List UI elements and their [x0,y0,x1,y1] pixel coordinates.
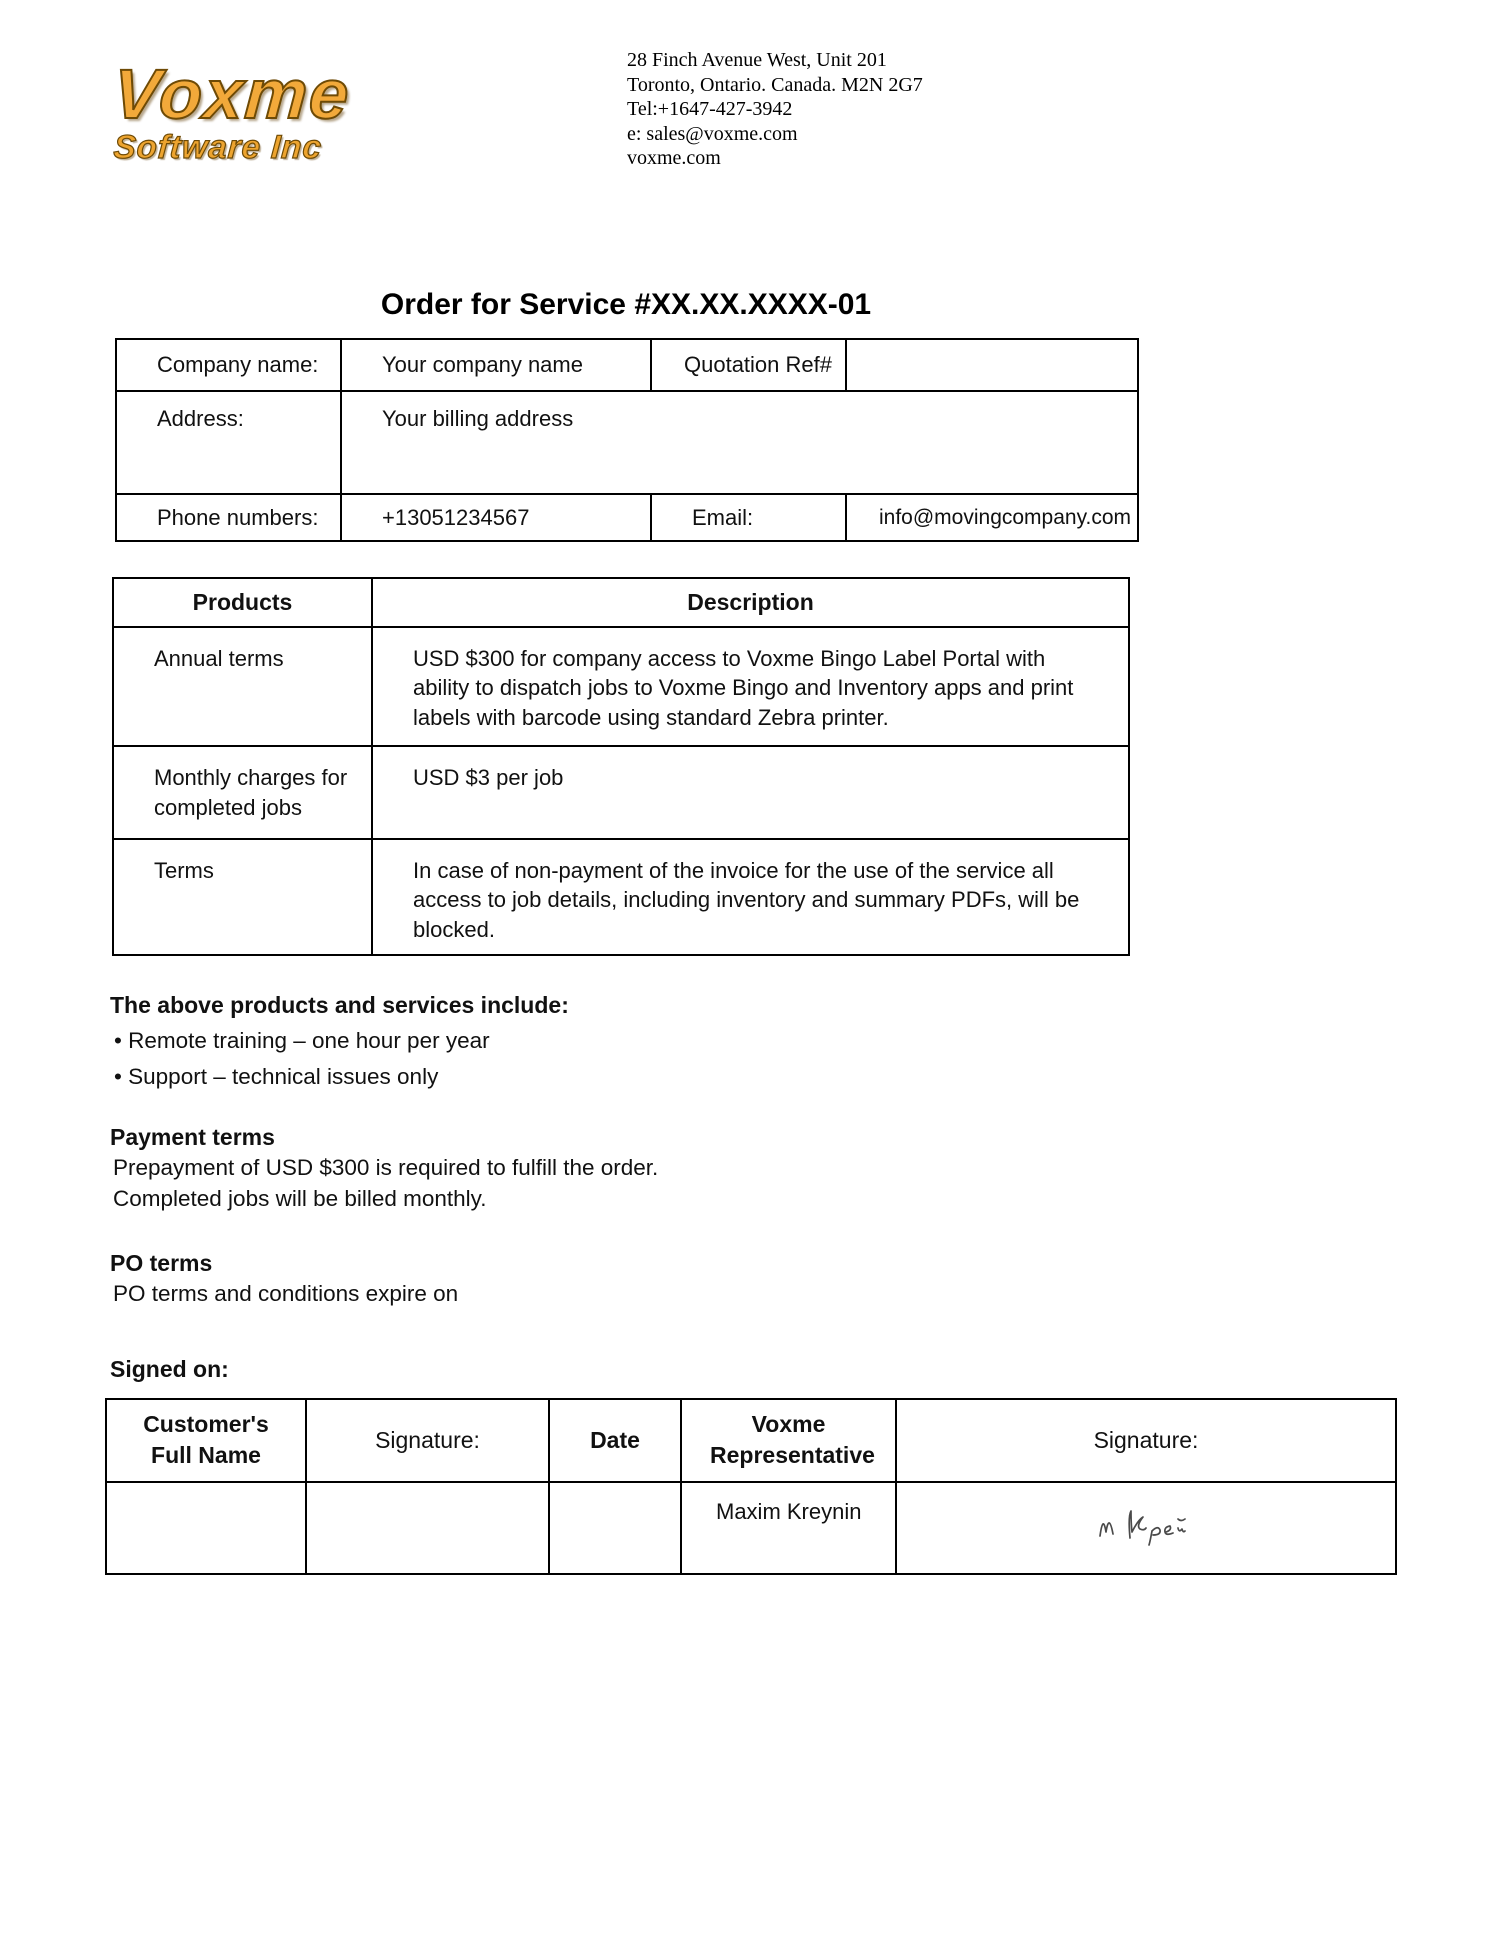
phone-numbers-label: Phone numbers: [116,494,341,541]
description-terms: In case of non-payment of the invoice for the use of the service all access to job details, including inventory and summary PDFs, will be blocked. [372,839,1129,955]
table-row [116,494,1138,541]
signature-table [105,1398,1397,1575]
table-row [113,627,1129,746]
po-terms-line: PO terms and conditions expire on [113,1280,459,1306]
table-row [106,1482,1396,1574]
products-table [112,577,1130,956]
includes-item-remote-training: • Remote training – one hour per year [114,1025,1500,1056]
address-value: Your billing address [341,391,1138,494]
document-title: Order for Service #XX.XX.XXXX-01 [380,288,872,321]
document-body [0,288,1500,1575]
description-monthly-charges: USD $3 per job [372,746,1129,839]
payment-terms-line2: Completed jobs will be billed monthly. [113,1185,487,1211]
voxme-representative-header: Voxme Representative [681,1399,896,1482]
customer-full-name-header: Customer's Full Name [106,1399,306,1482]
date-header: Date [549,1399,681,1482]
payment-terms-line1: Prepayment of USD $300 is required to fulfill the order. [113,1154,659,1180]
email-value: info@movingcompany.com [846,494,1138,541]
representative-name-cell: Maxim Kreynin [681,1482,896,1574]
signed-on-label: Signed on: [110,1355,229,1382]
customer-full-name-cell [106,1482,306,1574]
description-column-header: Description [372,578,1129,627]
table-row [113,839,1129,955]
company-name-label: Company name: [116,339,341,391]
table-row [116,339,1138,391]
includes-item-support: • Support – technical issues only [114,1061,1500,1092]
product-monthly-charges: Monthly charges for completed jobs [113,746,372,839]
po-terms-heading: PO terms [110,1249,213,1276]
contact-address-line2: Toronto, Ontario. Canada. M2N 2G7 [627,73,923,96]
representative-signature-scribble-icon [1090,1502,1202,1554]
quotation-ref-value [846,339,1138,391]
date-cell [549,1482,681,1574]
table-header-row [113,578,1129,627]
payment-terms-heading: Payment terms [110,1123,275,1150]
quotation-ref-label: Quotation Ref# [651,339,846,391]
terms-sections [110,990,1500,1383]
email-label: Email: [651,494,846,541]
representative-signature-header: Signature: [896,1399,1396,1482]
table-header-row [106,1399,1396,1482]
voxme-logo [108,55,354,166]
phone-numbers-value: +13051234567 [341,494,651,541]
table-row [116,391,1138,494]
company-contact-block [627,48,923,171]
contact-website: voxme.com [627,147,721,169]
product-annual-terms: Annual terms [113,627,372,746]
table-row [113,746,1129,839]
contact-address-line1: 28 Finch Avenue West, Unit 201 [627,49,887,71]
product-terms: Terms [113,839,372,955]
includes-heading: The above products and services include: [110,991,569,1018]
products-column-header: Products [113,578,372,627]
contact-phone: Tel:+1647-427-3942 [627,98,793,120]
representative-signature-cell [896,1482,1396,1574]
logo-software-inc-text: Software Inc [112,127,324,165]
description-annual-terms: USD $300 for company access to Voxme Bingo Label Portal with ability to dispatch jobs to Voxme Bingo and Inventory apps and print labels with barcode using standard Zebra printer. [372,627,1129,746]
address-label: Address: [116,391,341,494]
company-name-value: Your company name [341,339,651,391]
logo-voxme-text: Voxme [110,55,354,133]
contact-email: e: sales@voxme.com [627,122,798,145]
customer-signature-header: Signature: [306,1399,549,1482]
customer-signature-cell [306,1482,549,1574]
company-info-table [115,338,1139,542]
